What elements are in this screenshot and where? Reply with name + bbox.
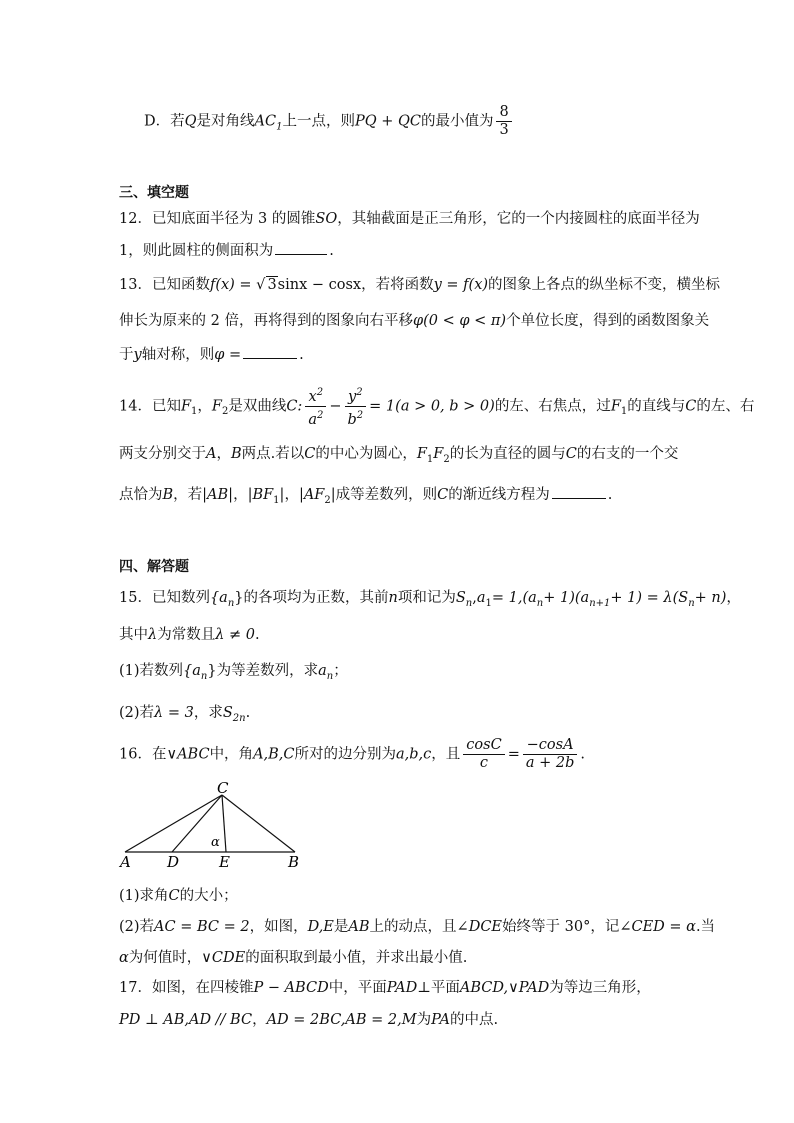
answer-blank[interactable] (552, 497, 606, 499)
section-answer-title: 四、解答题 (119, 559, 189, 575)
line-CB (222, 795, 295, 852)
q16-line1: 16．在∨ABC中，角A,B,C所对的边分别为a,b,c，且 $\frac{\cos C}{c}$ = $\frac{-\cos A}{a + 2b}$ . (119, 737, 585, 771)
q13-line1: 13．已知函数f(x) = √ 3sinx − cosx，若将函数y = f(x)的图象上各点的纵坐标不变，横坐标 (119, 277, 721, 293)
label-D: D (167, 853, 180, 870)
line-CA (125, 795, 222, 852)
answer-blank[interactable] (275, 253, 327, 255)
q15-line1: 15．已知数列$\{a_n\}$的各项均为正数，其前n项和记为$S_n,a_1= 1,(a_n+ 1)(a_{n+1}+ 1) = \lambda(S_n+ n)$， (119, 590, 741, 609)
section-fill-in-title: 三、填空题 (119, 185, 189, 201)
q13-line2: 伸长为原来的 2 倍，再将得到的图象向右平移φ(0 < φ < π)个单位长度，得到的函数图象关 (119, 313, 710, 329)
label-A: A (120, 853, 131, 870)
label-E: E (219, 853, 230, 870)
option-d: D．若Q是对角线$AC_1$上一点，则PQ + QC的最小值为 $\frac{8}{3}$ (144, 104, 515, 139)
triangle-figure (115, 778, 315, 870)
answer-blank[interactable] (243, 357, 297, 359)
q12-line2: 1，则此圆柱的侧面积为 . (119, 243, 334, 259)
q16-sub2-line1: (2)若AC = BC = 2，如图，D,E是AB上的动点，且∠DCE始终等于 30°，记∠CED = α.当 (119, 919, 716, 935)
fraction-cosA: $\frac{-\cos A}{a + 2b}$ (523, 737, 578, 772)
q14-line2: 两支分别交于A，B两点.若以C的中心为圆心，$F_1F_2$的长为直径的圆与C的右支的一个交 (119, 446, 679, 465)
q17-line1: 17．如图，在四棱锥P − ABCD中，平面PAD⊥平面ABCD,∨PAD为等边三角形， (119, 980, 651, 996)
q16-sub1: (1)求角C的大小； (119, 888, 238, 904)
q17-line2: PD ⊥ AB,AD // BC，AD = 2BC,AB = 2,M为PA的中点. (119, 1012, 499, 1028)
fraction-x2-a2: $\frac{x^2}{a^2}$ (305, 384, 326, 429)
fraction-8-3: $\frac{8}{3}$ (496, 104, 511, 139)
q12-line1: 12．已知底面半径为 3 的圆锥SO，其轴截面是正三角形，它的一个内接圆柱的底面半径为 (119, 211, 700, 227)
label-B: B (288, 853, 300, 870)
q15-line2: 其中λ为常数且λ ≠ 0. (119, 627, 260, 643)
q14-line1: 14．已知$F_1$，$F_2$是双曲线C: $\frac{x^2}{a^2}$ − $\frac{y^2}{b^2}$ = 1(a > 0, b > 0)的左、右焦点，过$F_1$的直线与C的左、右 (119, 384, 754, 429)
label-alpha: α (211, 835, 220, 850)
q14-line3: 点恰为B，若|AB|，$|BF_1|$，$|AF_2|$成等差数列，则C的渐近线方程为 . (119, 487, 613, 506)
label-C: C (217, 779, 229, 797)
fraction-cosC-c: $\frac{\cos C}{c}$ (463, 737, 504, 772)
q13-line3: 于y轴对称，则φ = . (119, 347, 304, 363)
line-CE (222, 795, 226, 852)
q16-sub2-line2: α为何值时，∨CDE的面积取到最小值，并求出最小值. (119, 950, 468, 966)
q15-sub1: (1)若数列$\{a_n\}$为等差数列，求$a_n$； (119, 663, 348, 682)
q15-sub2: (2)若λ = 3，求$S_{2n}$. (119, 705, 251, 724)
fraction-y2-b2: $\frac{y^2}{b^2}$ (345, 384, 367, 429)
